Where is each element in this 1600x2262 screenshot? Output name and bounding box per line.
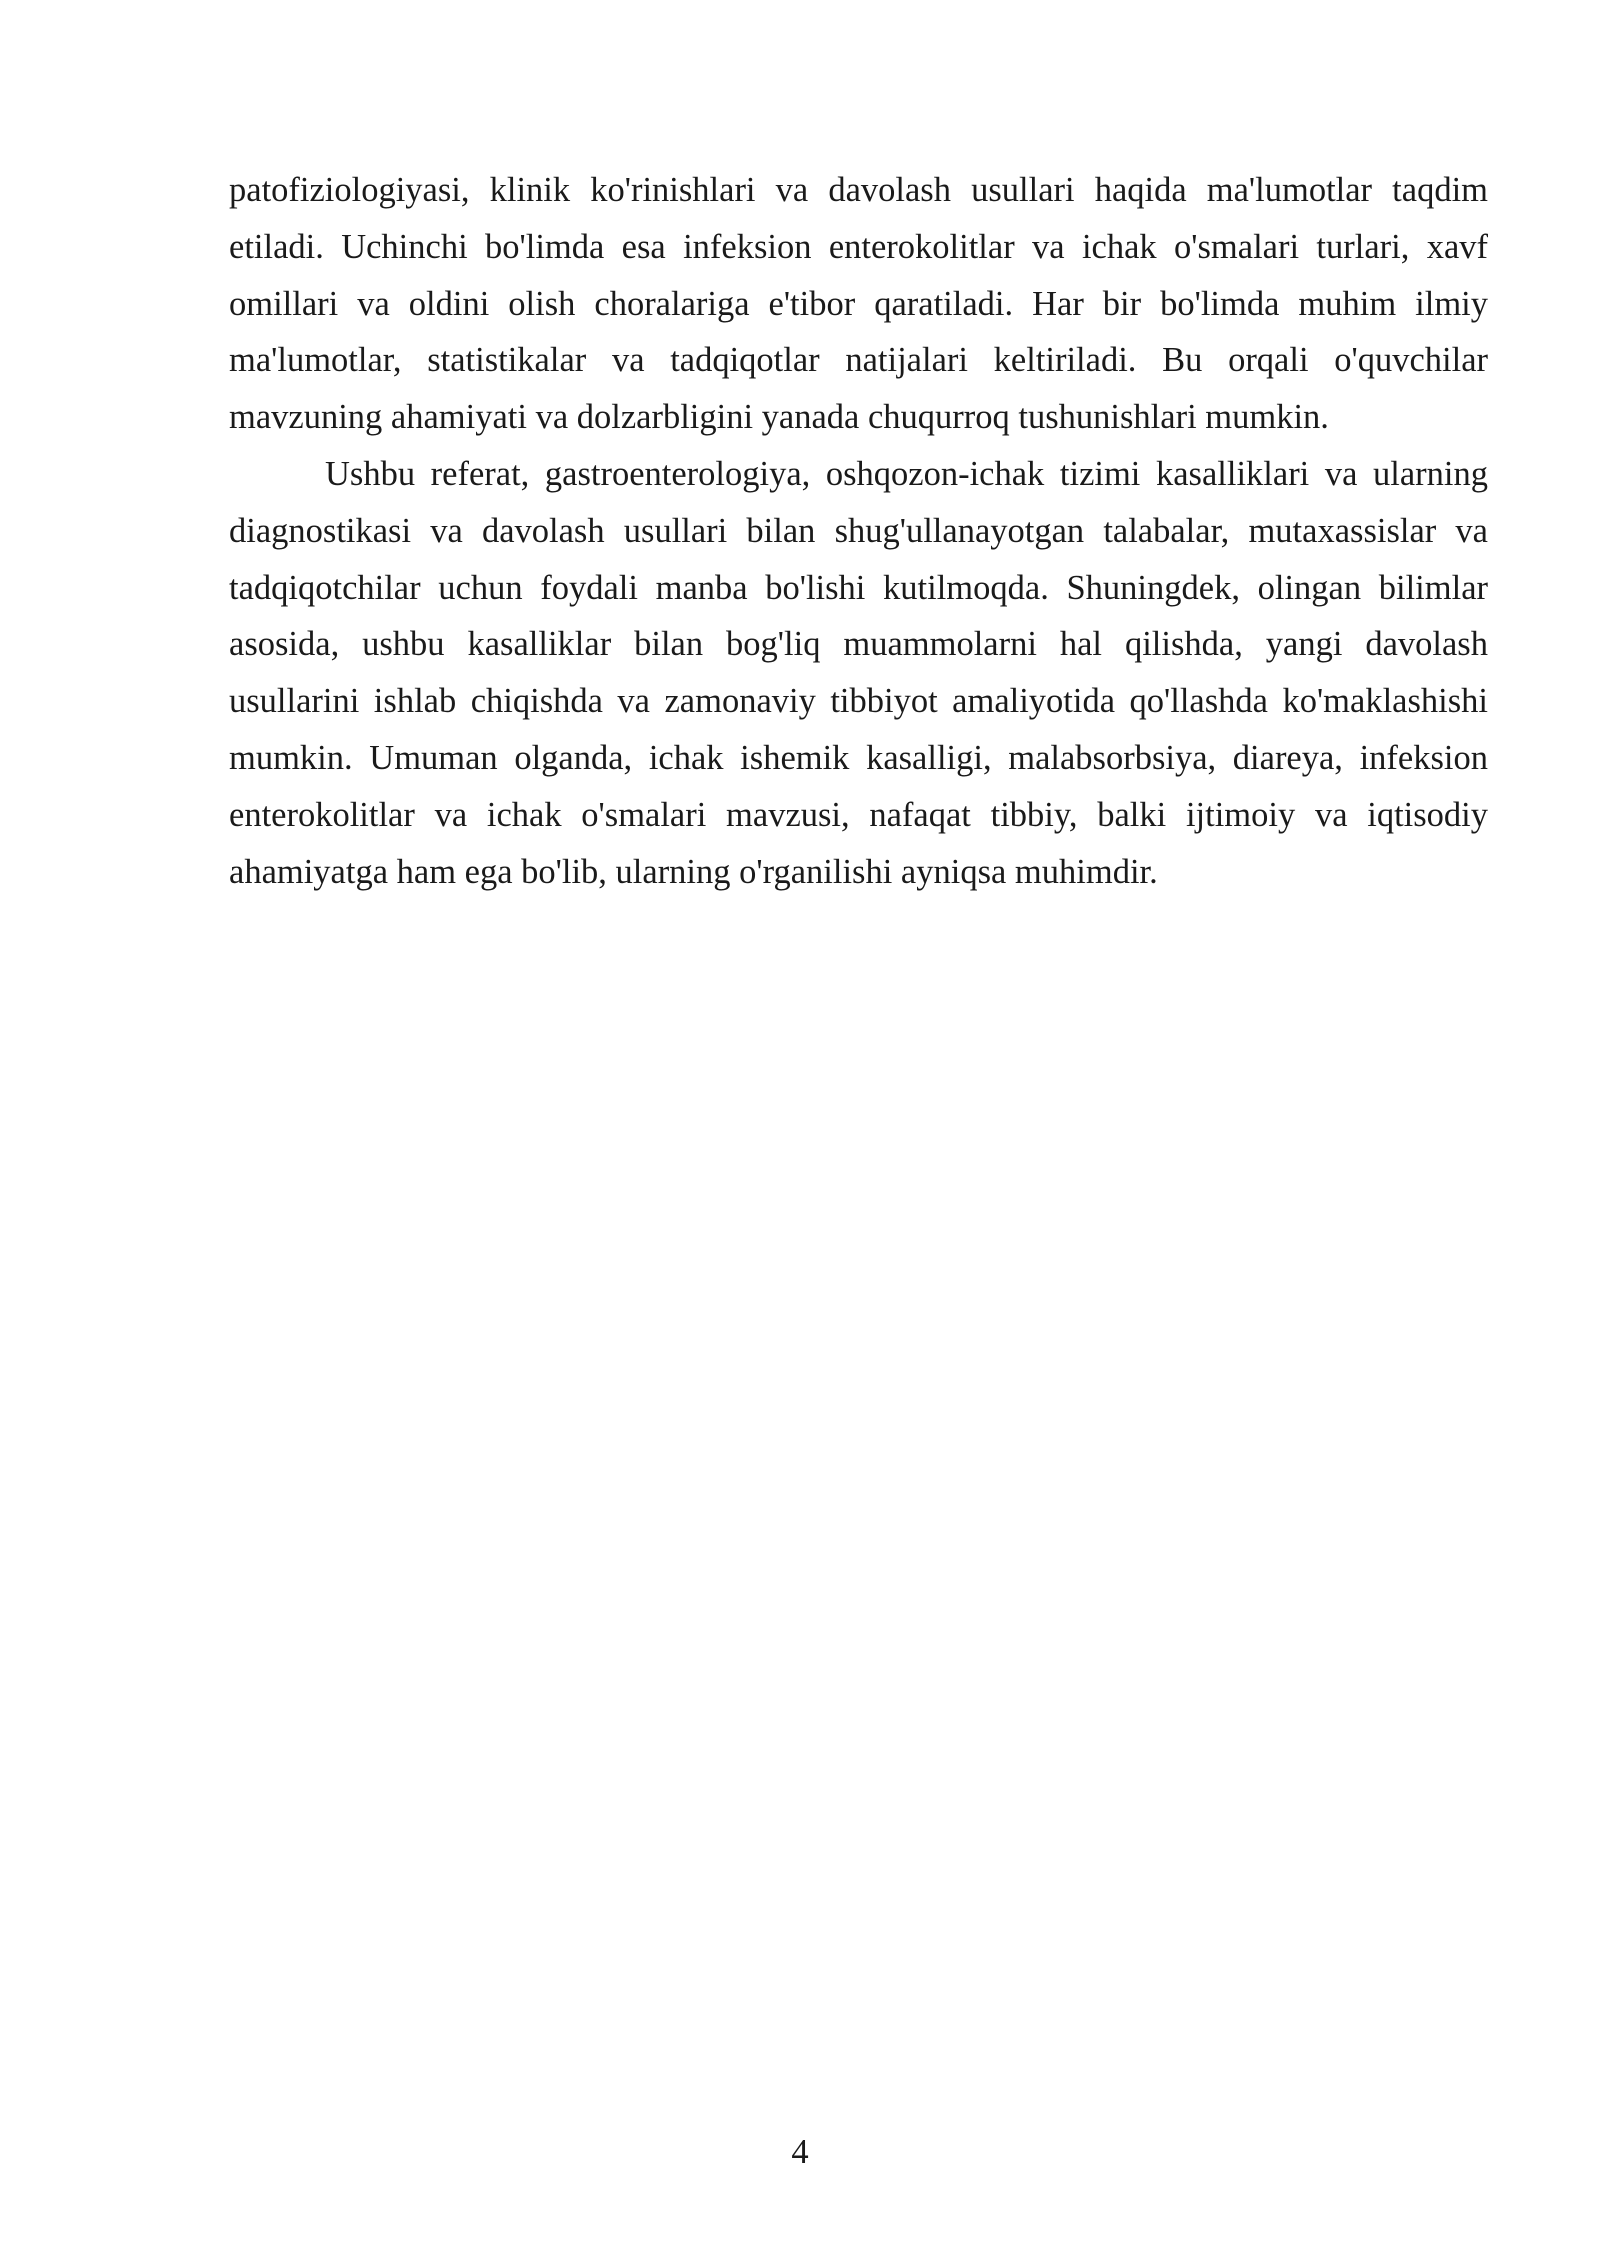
body-text <box>229 162 1488 900</box>
paragraph-continuation: patofiziologiyasi, klinik ko'rinishlari va davolash usullari haqida ma'lumotlar taqdim etiladi. Uchinchi bo'limda esa infeksion enterokolitlar va ichak o'smalari turlari, xavf omillari va oldini olish choralariga e'tibor qaratiladi. Har bir bo'limda muhim ilmiy ma'lumotlar, statistikalar va tadqiqotlar natijalari keltiriladi. Bu orqali o'quvchilar mavzuning ahamiyati va dolzarbligini yanada chuqurroq tushunishlari mumkin. <box>229 171 1488 437</box>
paragraph-intro-purpose: Ushbu referat, gastroenterologiya, oshqozon-ichak tizimi kasalliklari va ularning diagnostikasi va davolash usullari bilan shug'ullanayotgan talabalar, mutaxassislar va tadqiqotchilar uchun foydali manba bo'lishi kutilmoqda. Shuningdek, olingan bilimlar asosida, ushbu kasalliklar bilan bog'liq muammolarni hal qilishda, yangi davolash usullarini ishlab chiqishda va zamonaviy tibbiyot amaliyotida qo'llashda ko'maklashishi mumkin. Umuman olganda, ichak ishemik kasalligi, malabsorbsiya, diareya, infeksion enterokolitlar va ichak o'smalari mavzusi, nafaqat tibbiy, balki ijtimoiy va iqtisodiy ahamiyatga ham ega bo'lib, ularning o'rganilishi ayniqsa muhimdir. <box>229 454 1488 891</box>
page-number: 4 <box>791 2133 809 2171</box>
